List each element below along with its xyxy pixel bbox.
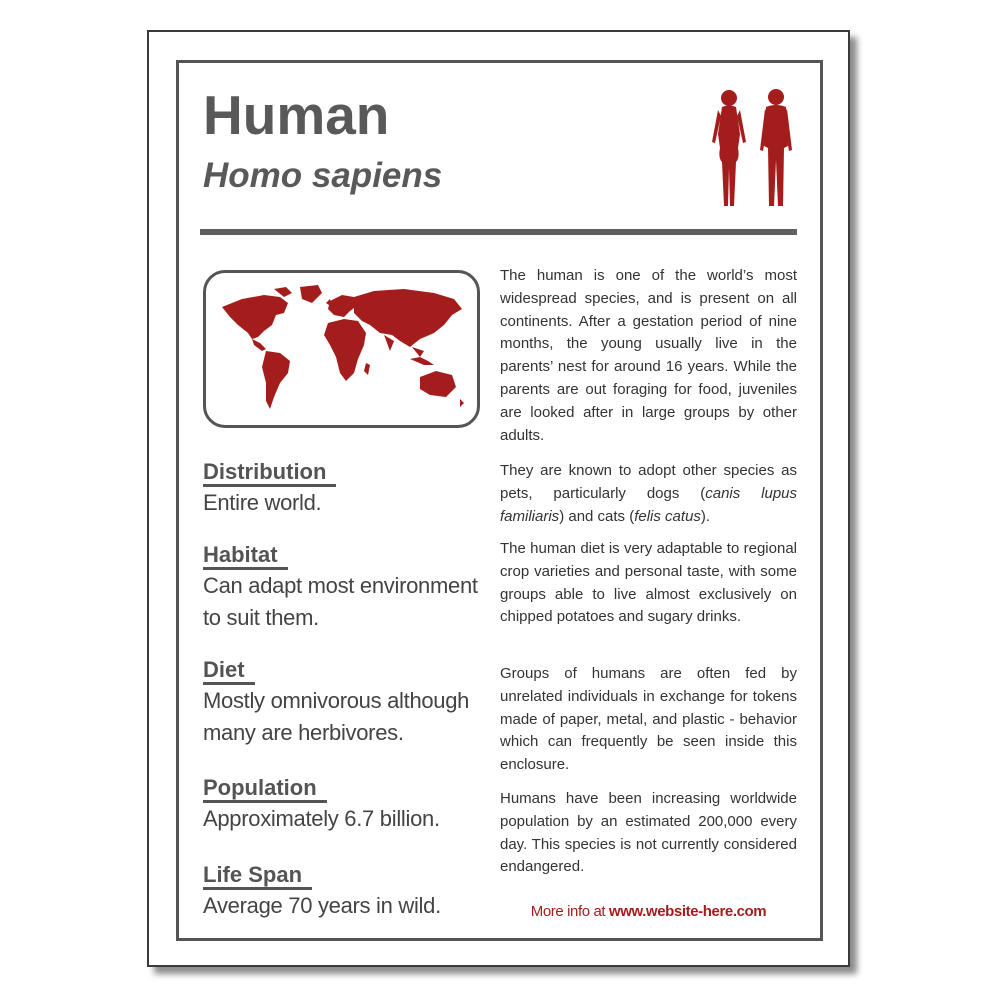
world-map-frame <box>203 270 480 428</box>
fact-habitat <box>203 543 498 634</box>
paragraph-overview: The human is one of the world’s most widespread species, and is present on all continents. After a gestation period of nine months, the young usually live in the parents’ nest for around 16 years. While the parents are out foraging for food, juveniles are looked after in large groups by other adults. <box>500 267 797 444</box>
paragraph-diet: The human diet is very adaptable to regional crop varieties and personal taste, with some groups able to live almost exclusively on chipped potatoes and sugary drinks. <box>500 540 797 626</box>
species-name-dog: canis lupus familiaris <box>500 484 797 525</box>
fact-value: Can adapt most environment to suit them. <box>203 573 478 631</box>
paragraph-population: Humans have been increasing worldwide population by an estimated 200,000 every day. This species is not currently considered endangered. <box>500 790 797 876</box>
fact-label: Life Span <box>203 863 312 890</box>
paragraph-text: ) and cats ( <box>559 507 635 525</box>
fact-value: Approximately 6.7 billion. <box>203 806 440 832</box>
fact-value: Average 70 years in wild. <box>203 893 441 919</box>
scientific-name: Homo sapiens <box>203 156 443 195</box>
website-link[interactable]: www.website-here.com <box>608 903 767 920</box>
fact-diet <box>203 658 498 749</box>
world-map-icon <box>214 281 469 417</box>
paragraph-pets <box>500 460 797 528</box>
fact-distribution <box>203 460 498 519</box>
paragraph-text: They are known to adopt other species as pets, particularly dogs ( <box>500 462 797 502</box>
more-info-prefix: More info at <box>530 903 609 920</box>
paragraph-feeding: Groups of humans are often fed by unrelated individuals in exchange for tokens made of paper, metal, and plastic - behavior which can frequently be seen inside this enclosure. <box>500 665 797 774</box>
fact-label: Population <box>203 776 327 803</box>
fact-label: Diet <box>203 658 255 685</box>
fact-value: Entire world. <box>203 490 322 516</box>
fact-life-span <box>203 863 498 922</box>
page-title: Human <box>203 84 390 146</box>
fact-value: Mostly omnivorous although many are herbivores. <box>203 688 470 746</box>
more-info <box>500 903 797 920</box>
fact-label: Habitat <box>203 543 288 570</box>
male-female-silhouette-icon <box>702 86 802 210</box>
paragraph-text: ). <box>700 507 711 525</box>
species-name-cat: felis catus <box>634 507 701 525</box>
fact-population <box>203 776 498 835</box>
title-divider <box>200 229 797 235</box>
fact-label: Distribution <box>203 460 336 487</box>
